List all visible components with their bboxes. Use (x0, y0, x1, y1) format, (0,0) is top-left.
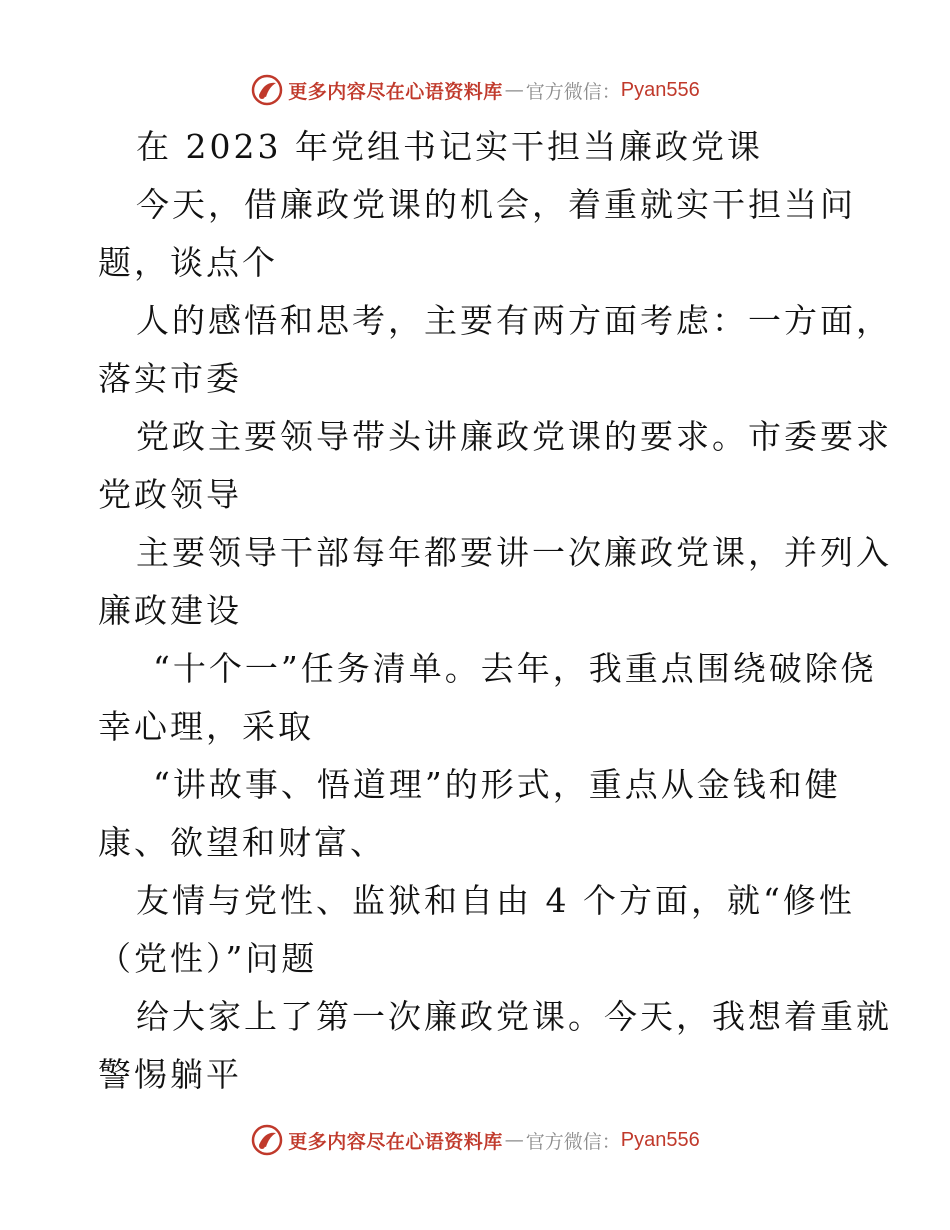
text-line: 今天，借廉政党课的机会，着重就实干担当问 (136, 185, 856, 224)
text-line: （党性）”问题 (98, 939, 318, 978)
text-line: 幸心理，采取 (98, 707, 314, 746)
banner-wechat-id: Pyan556 (620, 78, 700, 101)
banner-site-name: 更多内容尽在心语资料库 (288, 1130, 503, 1153)
text-line: 给大家上了第一次廉政党课。今天，我想着重就 (136, 997, 892, 1036)
text-line: 警惕躺平 (98, 1055, 242, 1094)
banner-label: 官方微信： (525, 1130, 621, 1153)
text-line: 康、欲望和财富、 (98, 823, 386, 862)
banner-dash: — (504, 79, 524, 101)
document-body (98, 118, 892, 1104)
banner-site-name: 更多内容尽在心语资料库 (288, 80, 503, 103)
text-line: 党政主要领导带头讲廉政党课的要求。市委要求 (136, 417, 892, 456)
banner-wechat-id: Pyan556 (620, 1128, 700, 1151)
text-line: 友情与党性、监狱和自由 4 个方面，就“修性 (136, 881, 855, 920)
footer-banner (0, 1120, 950, 1160)
header-banner (0, 70, 950, 110)
text-line: “讲故事、悟道理”的形式，重点从金钱和健 (153, 765, 841, 804)
banner-label: 官方微信： (525, 80, 621, 103)
text-line: 人的感悟和思考，主要有两方面考虑：一方面， (136, 301, 892, 340)
document-title: 在 2023 年党组书记实干担当廉政党课 (136, 127, 763, 166)
seal-logo-icon (250, 73, 284, 107)
text-line: 党政领导 (98, 475, 242, 514)
text-line: “十个一”任务清单。去年，我重点围绕破除侥 (153, 649, 877, 688)
seal-logo-icon (250, 1123, 284, 1157)
text-line: 廉政建设 (98, 591, 242, 630)
banner-dash: — (504, 1129, 524, 1151)
text-line: 落实市委 (98, 359, 242, 398)
text-line: 题，谈点个 (98, 243, 278, 282)
text-line: 主要领导干部每年都要讲一次廉政党课，并列入 (136, 533, 892, 572)
